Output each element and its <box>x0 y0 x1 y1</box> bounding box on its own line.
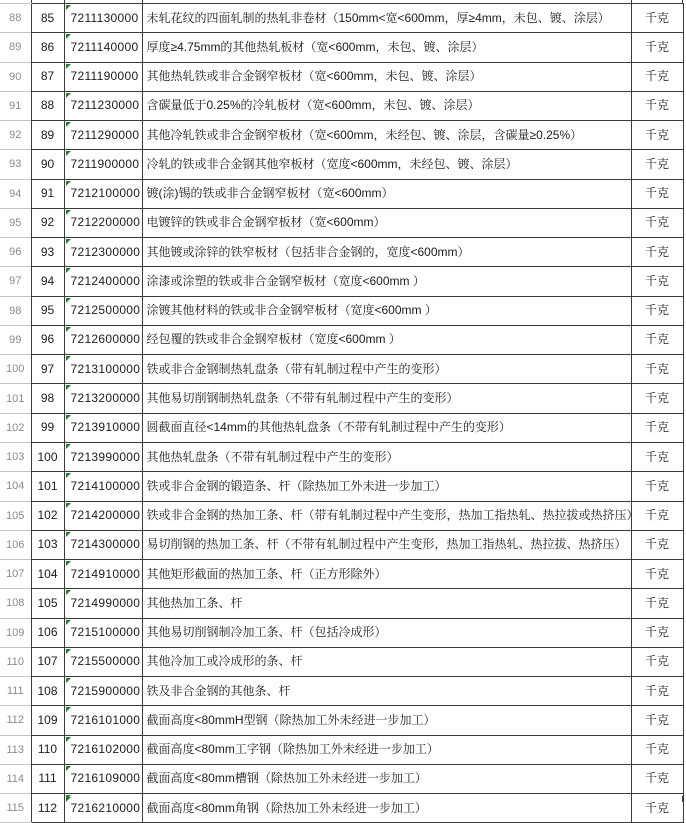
hs-code-value: 7216109000 <box>70 771 141 786</box>
unit-cell[interactable]: 千克 <box>631 355 683 384</box>
table-row <box>0 296 683 325</box>
hs-code-cell[interactable] <box>64 472 142 501</box>
sequence-cell[interactable]: 111 <box>31 764 64 793</box>
number-as-text-flag-icon <box>66 649 71 654</box>
sequence-cell[interactable]: 89 <box>31 121 64 150</box>
table-row <box>0 355 683 384</box>
sequence-cell[interactable]: 103 <box>31 530 64 559</box>
description-cell[interactable]: 镀(涂)锡的铁或非合金钢窄板材（宽<600mm） <box>142 179 631 208</box>
unit-cell[interactable]: 千克 <box>631 677 683 706</box>
table-row <box>0 764 683 793</box>
sequence-cell[interactable]: 110 <box>31 735 64 764</box>
excel-row-number[interactable]: 114 <box>0 764 31 793</box>
description-cell[interactable]: 未轧花纹的四面轧制的热轧非卷材（150mm<宽<600mm，厚≥4mm，未包、镀、涂层） <box>142 4 631 33</box>
table-row <box>0 33 683 62</box>
description-cell[interactable]: 截面高度<80mm角钢（除热加工外未经进一步加工） <box>142 794 631 823</box>
number-as-text-flag-icon <box>66 210 71 215</box>
number-as-text-flag-icon <box>66 151 71 156</box>
table-row <box>0 238 683 267</box>
description-cell[interactable]: 易切削钢的热加工条、杆（不带有轧制过程中产生变形，热加工指热轧、热拉拔、热挤压） <box>142 530 631 559</box>
number-as-text-flag-icon <box>66 503 71 508</box>
number-as-text-flag-icon <box>66 327 71 332</box>
sequence-cell[interactable]: 98 <box>31 384 64 413</box>
hs-code-cell[interactable] <box>64 384 142 413</box>
excel-row-number[interactable]: 94 <box>0 179 31 208</box>
description-cell[interactable]: 其他镀或涂锌的铁窄板材（包括非合金钢的，宽度<600mm） <box>142 238 631 267</box>
hs-code-cell[interactable] <box>64 530 142 559</box>
excel-row-number[interactable]: 111 <box>0 677 31 706</box>
unit-cell[interactable]: 千克 <box>631 735 683 764</box>
hs-code-cell[interactable] <box>64 618 142 647</box>
hs-code-value: 7215500000 <box>70 654 141 669</box>
excel-row-number[interactable]: 101 <box>0 384 31 413</box>
hs-code-value: 7215900000 <box>70 683 141 698</box>
table-row <box>0 501 683 530</box>
unit-cell[interactable]: 千克 <box>631 501 683 530</box>
unit-cell[interactable]: 千克 <box>631 647 683 676</box>
hs-code-cell[interactable] <box>64 121 142 150</box>
description-cell[interactable]: 圆截面直径<14mm的其他热轧盘条（不带有轧制过程中产生的变形） <box>142 413 631 442</box>
hs-code-value: 7212600000 <box>70 332 141 347</box>
table-row <box>0 179 683 208</box>
table-row <box>0 677 683 706</box>
number-as-text-flag-icon <box>66 64 71 69</box>
hs-code-value: 7213200000 <box>70 390 141 405</box>
hs-code-cell[interactable] <box>64 179 142 208</box>
unit-cell[interactable]: 千克 <box>631 618 683 647</box>
unit-cell[interactable]: 千克 <box>631 179 683 208</box>
excel-row-number[interactable]: 113 <box>0 735 31 764</box>
sequence-cell[interactable]: 90 <box>31 150 64 179</box>
hs-code-value: 7216101000 <box>70 712 141 727</box>
excel-row-number[interactable]: 89 <box>0 33 31 62</box>
excel-row-number[interactable]: 102 <box>0 413 31 442</box>
sequence-cell[interactable]: 95 <box>31 296 64 325</box>
unit-cell[interactable]: 千克 <box>631 794 683 823</box>
table-row <box>0 384 683 413</box>
table-row <box>0 208 683 237</box>
excel-row-number[interactable]: 91 <box>0 91 31 120</box>
description-cell[interactable]: 涂漆或涂塑的铁或非合金钢窄板材（宽度<600mm ） <box>142 267 631 296</box>
excel-row-number[interactable]: 100 <box>0 355 31 384</box>
hs-code-value: 7213100000 <box>70 361 141 376</box>
hs-code-cell[interactable] <box>64 62 142 91</box>
unit-cell[interactable]: 千克 <box>631 530 683 559</box>
table-row <box>0 62 683 91</box>
description-cell[interactable]: 电镀锌的铁或非合金钢窄板材（宽<600mm） <box>142 208 631 237</box>
number-as-text-flag-icon <box>66 678 71 683</box>
hs-code-value: 7214200000 <box>70 508 141 523</box>
unit-cell[interactable]: 千克 <box>631 560 683 589</box>
number-as-text-flag-icon <box>66 532 71 537</box>
table-row <box>0 91 683 120</box>
hs-code-cell[interactable] <box>64 208 142 237</box>
description-cell[interactable]: 含碳量低于0.25%的冷轧板材（宽<600mm，未包、镀、涂层） <box>142 91 631 120</box>
excel-row-number[interactable]: 99 <box>0 325 31 354</box>
hs-code-cell[interactable] <box>64 560 142 589</box>
hs-code-cell[interactable] <box>64 238 142 267</box>
number-as-text-flag-icon <box>66 356 71 361</box>
sequence-cell[interactable]: 96 <box>31 325 64 354</box>
description-cell[interactable]: 截面高度<80mmH型钢（除热加工外未经进一步加工） <box>142 706 631 735</box>
hs-code-value: 7212100000 <box>70 186 141 201</box>
unit-cell[interactable]: 千克 <box>631 764 683 793</box>
sequence-cell[interactable]: 100 <box>31 442 64 471</box>
sequence-cell[interactable]: 101 <box>31 472 64 501</box>
hs-code-value: 7211230000 <box>70 98 140 113</box>
description-cell[interactable]: 其他热轧铁或非合金钢窄板材（宽<600mm，未包、镀、涂层） <box>142 62 631 91</box>
number-as-text-flag-icon <box>66 268 71 273</box>
number-as-text-flag-icon <box>66 444 71 449</box>
hs-code-cell[interactable] <box>64 296 142 325</box>
description-cell[interactable]: 其他热轧盘条（不带有轧制过程中产生的变形） <box>142 442 631 471</box>
hs-code-value: 7213910000 <box>70 420 141 435</box>
hs-code-cell[interactable] <box>64 150 142 179</box>
hs-code-value: 7214100000 <box>70 478 141 493</box>
excel-row-number[interactable]: 106 <box>0 530 31 559</box>
table-row <box>0 560 683 589</box>
unit-cell[interactable]: 千克 <box>631 33 683 62</box>
hs-code-cell[interactable] <box>64 764 142 793</box>
unit-cell[interactable]: 千克 <box>631 325 683 354</box>
hs-code-value: 7211290000 <box>70 127 140 142</box>
description-cell[interactable]: 其他冷轧铁或非合金钢窄板材（宽<600mm，未经包、镀、涂层，含碳量≥0.25%） <box>142 121 631 150</box>
table-row <box>0 325 683 354</box>
hs-code-value: 7212500000 <box>70 303 141 318</box>
hs-code-value: 7211130000 <box>70 10 139 25</box>
number-as-text-flag-icon <box>66 93 71 98</box>
description-cell[interactable]: 冷轧的铁或非合金钢其他窄板材（宽度<600mm，未经包、镀、涂层） <box>142 150 631 179</box>
number-as-text-flag-icon <box>66 181 71 186</box>
table-row <box>0 706 683 735</box>
hs-code-cell[interactable] <box>64 4 142 33</box>
excel-row-number[interactable]: 92 <box>0 121 31 150</box>
number-as-text-flag-icon <box>66 766 71 771</box>
hs-code-value: 7212300000 <box>70 244 141 259</box>
hs-code-table <box>0 3 684 823</box>
hs-code-value: 7211190000 <box>70 69 139 84</box>
description-cell[interactable]: 厚度≥4.75mm的其他热轧板材（宽<600mm，未包、镀、涂层） <box>142 33 631 62</box>
number-as-text-flag-icon <box>66 561 71 566</box>
sequence-cell[interactable]: 88 <box>31 91 64 120</box>
number-as-text-flag-icon <box>66 590 71 595</box>
unit-cell[interactable]: 千克 <box>631 62 683 91</box>
description-cell[interactable]: 铁或非合金钢的热加工条、杆（带有轧制过程中产生变形，热加工指热轧、热拉拔或热挤压） <box>142 501 631 530</box>
hs-code-cell[interactable] <box>64 267 142 296</box>
sequence-cell[interactable]: 107 <box>31 647 64 676</box>
sequence-cell[interactable]: 97 <box>31 355 64 384</box>
hs-code-cell[interactable] <box>64 589 142 618</box>
hs-code-value: 7216210000 <box>70 800 141 815</box>
description-cell[interactable]: 其他冷加工或冷成形的条、杆 <box>142 647 631 676</box>
excel-row-number[interactable]: 93 <box>0 150 31 179</box>
hs-code-cell[interactable] <box>64 325 142 354</box>
description-cell[interactable]: 其他热加工条、杆 <box>142 589 631 618</box>
table-row <box>0 530 683 559</box>
sequence-cell[interactable]: 91 <box>31 179 64 208</box>
table-row <box>0 267 683 296</box>
number-as-text-flag-icon <box>66 797 71 802</box>
unit-cell[interactable]: 千克 <box>631 472 683 501</box>
hs-code-cell[interactable] <box>64 677 142 706</box>
sequence-cell[interactable]: 108 <box>31 677 64 706</box>
excel-row-number[interactable]: 95 <box>0 208 31 237</box>
sequence-cell[interactable]: 102 <box>31 501 64 530</box>
excel-row-number[interactable]: 107 <box>0 560 31 589</box>
description-cell[interactable]: 铁或非合金钢的锻造条、杆（除热加工外未进一步加工） <box>142 472 631 501</box>
excel-row-number[interactable]: 108 <box>0 589 31 618</box>
unit-cell[interactable]: 千克 <box>631 442 683 471</box>
unit-cell[interactable]: 千克 <box>631 4 683 33</box>
unit-cell[interactable]: 千克 <box>631 121 683 150</box>
sequence-cell[interactable]: 87 <box>31 62 64 91</box>
hs-code-cell[interactable] <box>64 355 142 384</box>
excel-row-number[interactable]: 103 <box>0 442 31 471</box>
table-row <box>0 413 683 442</box>
sequence-cell[interactable]: 112 <box>31 794 64 823</box>
excel-row-number[interactable]: 88 <box>0 4 31 33</box>
unit-cell[interactable]: 千克 <box>631 208 683 237</box>
excel-row-number[interactable]: 110 <box>0 647 31 676</box>
sequence-cell[interactable]: 99 <box>31 413 64 442</box>
unit-cell[interactable]: 千克 <box>631 589 683 618</box>
table-row <box>0 647 683 676</box>
hs-code-value: 7214910000 <box>70 566 141 581</box>
number-as-text-flag-icon <box>66 415 71 420</box>
table-row <box>0 150 683 179</box>
table-row <box>0 472 683 501</box>
sequence-cell[interactable]: 109 <box>31 706 64 735</box>
number-as-text-flag-icon <box>66 707 71 712</box>
table-row <box>0 735 683 764</box>
hs-code-value: 7211140000 <box>70 39 139 54</box>
hs-code-value: 7212200000 <box>70 215 141 230</box>
excel-row-number[interactable]: 90 <box>0 62 31 91</box>
description-cell[interactable]: 其他易切削钢制热轧盘条（不带有轧制过程中产生的变形） <box>142 384 631 413</box>
hs-code-value: 7214300000 <box>70 537 141 552</box>
grid-line-stub <box>631 796 632 802</box>
hs-code-value: 7214990000 <box>70 595 141 610</box>
hs-code-cell[interactable] <box>64 647 142 676</box>
excel-row-number[interactable]: 112 <box>0 706 31 735</box>
number-as-text-flag-icon <box>66 239 71 244</box>
unit-cell[interactable]: 千克 <box>631 706 683 735</box>
excel-row-number[interactable]: 115 <box>0 794 31 823</box>
number-as-text-flag-icon <box>66 34 71 39</box>
unit-cell[interactable]: 千克 <box>631 91 683 120</box>
excel-row-number[interactable]: 109 <box>0 618 31 647</box>
number-as-text-flag-icon <box>66 5 71 10</box>
description-cell[interactable]: 截面高度<80mm工字钢（除热加工外未经进一步加工） <box>142 735 631 764</box>
excel-row-number[interactable]: 104 <box>0 472 31 501</box>
sequence-cell[interactable]: 104 <box>31 560 64 589</box>
sequence-cell[interactable]: 86 <box>31 33 64 62</box>
description-cell[interactable]: 铁及非合金钢的其他条、杆 <box>142 677 631 706</box>
hs-code-cell[interactable] <box>64 501 142 530</box>
hs-code-cell[interactable] <box>64 33 142 62</box>
table-row <box>0 618 683 647</box>
description-cell[interactable]: 其他矩形截面的热加工条、杆（正方形除外） <box>142 560 631 589</box>
number-as-text-flag-icon <box>66 473 71 478</box>
hs-code-cell[interactable] <box>64 794 142 823</box>
unit-cell[interactable]: 千克 <box>631 384 683 413</box>
unit-cell[interactable]: 千克 <box>631 150 683 179</box>
description-cell[interactable]: 截面高度<80mm槽钢（除热加工外未经进一步加工） <box>142 764 631 793</box>
unit-cell[interactable]: 千克 <box>631 413 683 442</box>
hs-code-value: 7213990000 <box>70 449 141 464</box>
description-cell[interactable]: 其他易切削钢制冷加工条、杆（包括冷成形） <box>142 618 631 647</box>
hs-code-cell[interactable] <box>64 442 142 471</box>
hs-code-value: 7212400000 <box>70 273 141 288</box>
grid-line-stub <box>31 796 32 802</box>
grid-line-stub <box>682 796 683 802</box>
excel-row-number[interactable]: 96 <box>0 238 31 267</box>
hs-code-cell[interactable] <box>64 706 142 735</box>
table-row <box>0 4 683 33</box>
sequence-cell[interactable]: 93 <box>31 238 64 267</box>
grid-line-stub <box>142 796 143 802</box>
table-row <box>0 121 683 150</box>
table-row <box>0 794 683 823</box>
description-cell[interactable]: 经包覆的铁或非合金钢窄板材（宽度<600mm ） <box>142 325 631 354</box>
number-as-text-flag-icon <box>66 737 71 742</box>
hs-code-cell[interactable] <box>64 413 142 442</box>
excel-row-number[interactable]: 98 <box>0 296 31 325</box>
unit-cell[interactable]: 千克 <box>631 238 683 267</box>
excel-row-number[interactable]: 97 <box>0 267 31 296</box>
number-as-text-flag-icon <box>66 298 71 303</box>
hs-code-value: 7215100000 <box>70 625 141 640</box>
number-as-text-flag-icon <box>66 385 71 390</box>
hs-code-cell[interactable] <box>64 91 142 120</box>
hs-code-cell[interactable] <box>64 735 142 764</box>
excel-row-number[interactable]: 105 <box>0 501 31 530</box>
table-row <box>0 442 683 471</box>
hs-code-value: 7216102000 <box>70 742 141 757</box>
table-row <box>0 589 683 618</box>
sequence-cell[interactable]: 92 <box>31 208 64 237</box>
unit-cell[interactable]: 千克 <box>631 296 683 325</box>
sequence-cell[interactable]: 105 <box>31 589 64 618</box>
number-as-text-flag-icon <box>66 122 71 127</box>
grid-line-stub <box>64 796 65 802</box>
sequence-cell[interactable]: 85 <box>31 4 64 33</box>
table-body <box>0 4 683 823</box>
unit-cell[interactable]: 千克 <box>631 267 683 296</box>
description-cell[interactable]: 涂镀其他材料的铁或非合金钢窄板材（宽度<600mm ） <box>142 296 631 325</box>
description-cell[interactable]: 铁或非合金钢制热轧盘条（带有轧制过程中产生的变形） <box>142 355 631 384</box>
sequence-cell[interactable]: 106 <box>31 618 64 647</box>
hs-code-value: 7211900000 <box>70 156 140 171</box>
number-as-text-flag-icon <box>66 620 71 625</box>
sequence-cell[interactable]: 94 <box>31 267 64 296</box>
